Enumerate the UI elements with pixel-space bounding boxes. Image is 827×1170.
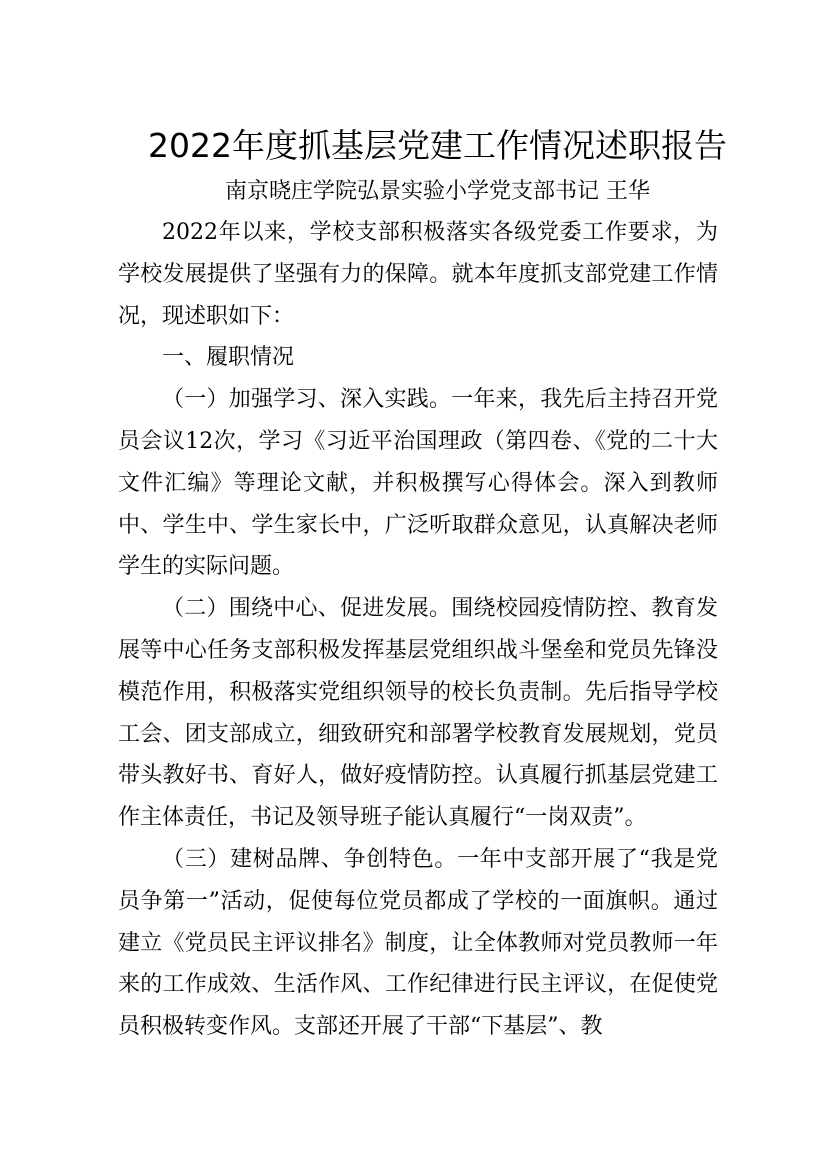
document-body — [118, 212, 718, 1048]
paragraph-study-practice: （一）加强学习、深入实践。一年来，我先后主持召开党员会议12次，学习《习近平治国理政（第四卷、《党的二十大文件汇编》等理论文献，并积极撰写心得体会。深入到教师中、学生中、学生家长中，广泛听取群众意见，认真解决老师学生的实际问题。 — [118, 387, 718, 580]
author-line: 南京晓庄学院弘景实验小学党支部书记 王华 — [225, 179, 650, 204]
paragraph-brand-features: （三）建树品牌、争创特色。一年中支部开展了“我是党员争第一”活动，促使每位党员都成了学校的一面旗帜。通过建立《党员民主评议排名》制度，让全体教师对党员教师一年来的工作成效、生活作风、工作纪律进行民主评议，在促使党员积极转变作风。支部还开展了干部“下基层”、教 — [118, 846, 718, 1040]
document-title: 2022年度抓基层党建工作情况述职报告 — [148, 126, 727, 165]
intro-paragraph: 2022年以来，学校支部积极落实各级党委工作要求，为学校发展提供了坚强有力的保障。就本年度抓支部党建工作情况，现述职如下： — [118, 220, 718, 329]
section-heading: 一、履职情况 — [162, 345, 295, 371]
paragraph-center-development: （二）围绕中心、促进发展。围绕校园疫情防控、教育发展等中心任务支部积极发挥基层党组织战斗堡垒和党员先锋没模范作用，积极落实党组织领导的校长负责制。先后指导学校工会、团支部成立，细致研究和部署学校教育发展规划，党员带头教好书、育好人，做好疫情防控。认真履行抓基层党建工作主体责任，书记及领导班子能认真履行“一岗双责”。 — [118, 596, 718, 831]
